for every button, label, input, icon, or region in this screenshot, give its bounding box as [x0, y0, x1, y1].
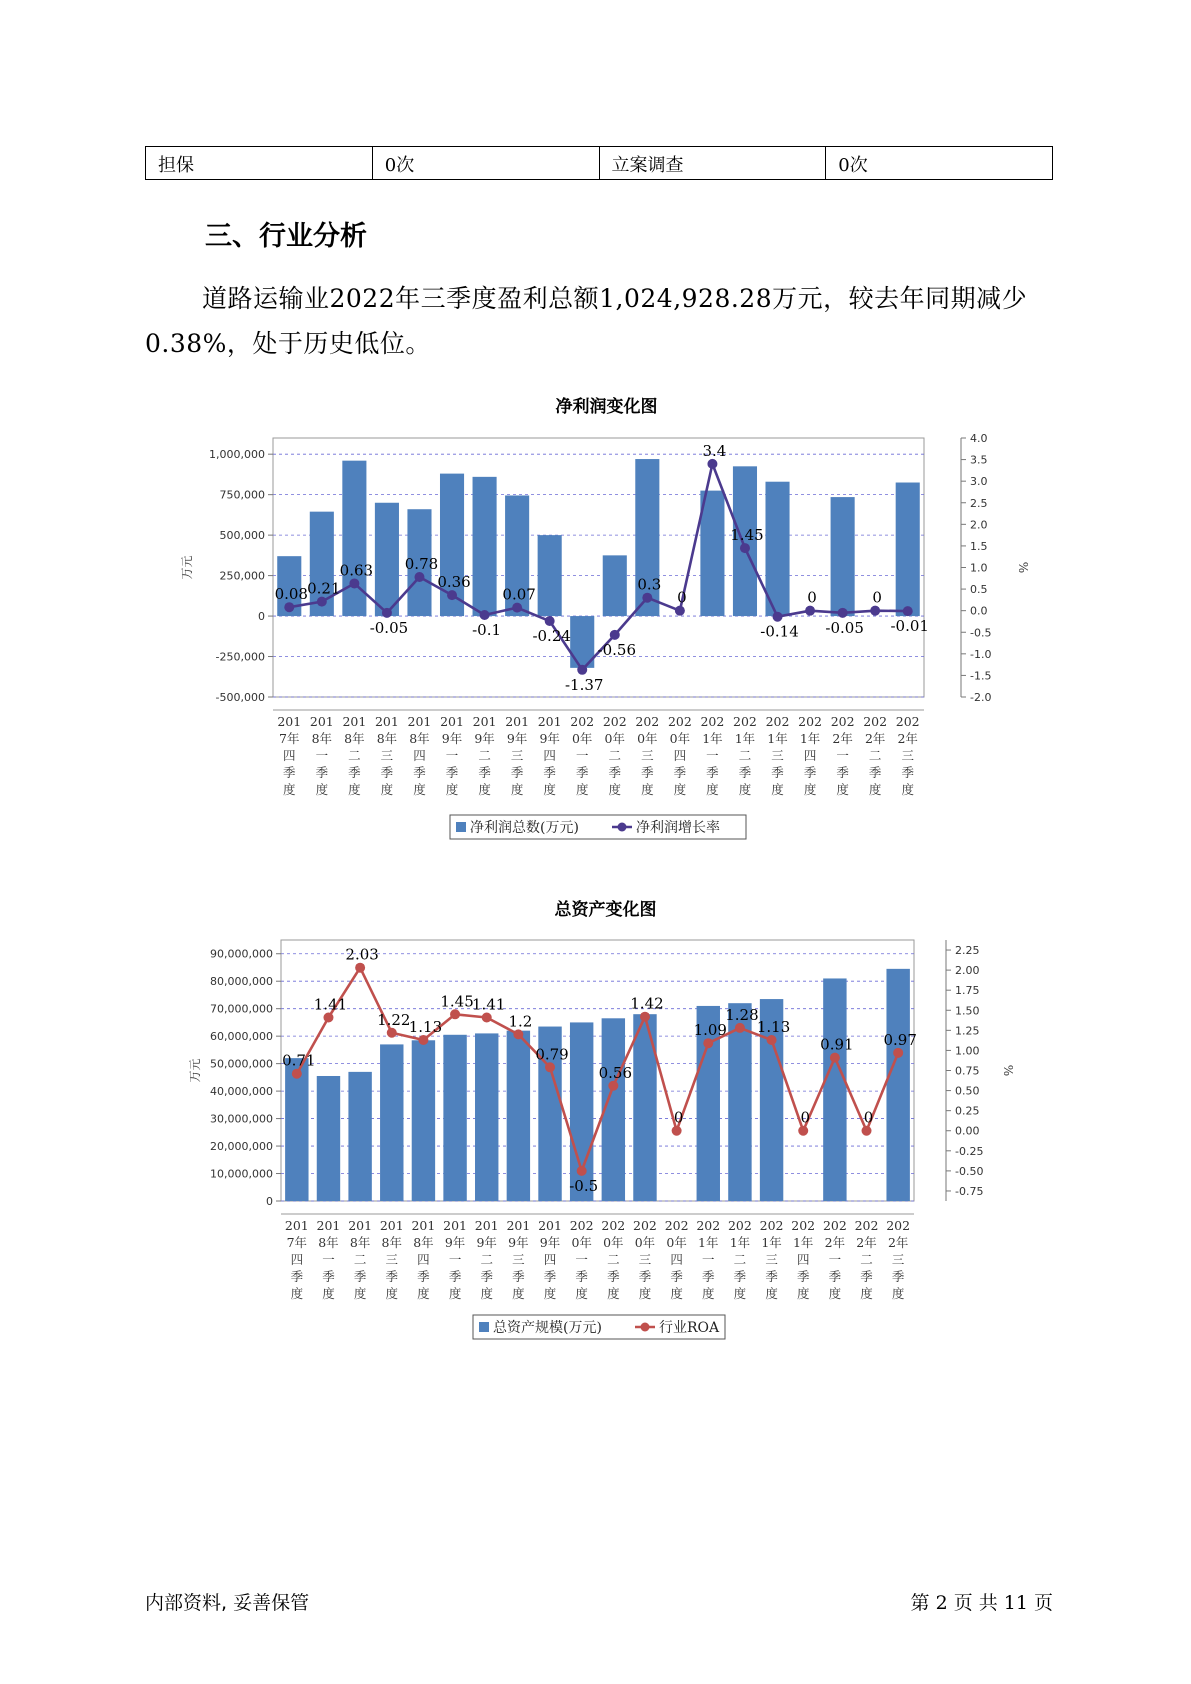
x-tick-label: 202 0年一季度 — [570, 714, 595, 797]
bar — [823, 978, 846, 1201]
line-point — [387, 1028, 397, 1038]
x-tick-label: 202 1年一季度 — [700, 714, 725, 797]
x-tick-label: 201 9年二季度 — [474, 1218, 499, 1301]
data-label: 0 — [807, 588, 817, 607]
data-label: 1.45 — [440, 992, 474, 1011]
data-label: 0.3 — [637, 575, 662, 594]
line-point — [447, 590, 457, 600]
data-label: -0.24 — [532, 627, 571, 646]
data-label: 0.97 — [883, 1030, 917, 1049]
data-label: 0 — [872, 588, 882, 607]
y2-tick-label: 0.0 — [970, 604, 988, 618]
x-tick-label: 201 9年二季度 — [472, 714, 497, 797]
bar — [538, 535, 562, 616]
bar — [317, 1076, 340, 1201]
x-tick-label: 201 8年三季度 — [379, 1218, 404, 1301]
x-tick-label: 202 1年二季度 — [733, 714, 757, 797]
x-tick-label: 202 0年三季度 — [633, 1218, 657, 1301]
x-tick-label: 201 9年一季度 — [440, 714, 464, 797]
y2-tick-label: -0.75 — [955, 1184, 984, 1198]
x-tick-label: 202 0年二季度 — [601, 1218, 626, 1301]
legend-bar-label: 净利润总数(万元) — [470, 820, 579, 836]
data-label: 1.22 — [377, 1010, 411, 1029]
line-point — [642, 593, 652, 603]
chart-title: 净利润变化图 — [555, 397, 658, 417]
data-label: -0.56 — [597, 640, 637, 659]
y-tick-label: 40,000,000 — [210, 1085, 273, 1099]
net-profit-chart — [0, 390, 1191, 850]
chart-title: 总资产变化图 — [554, 900, 657, 920]
y2-tick-label: 1.00 — [955, 1044, 980, 1058]
line-point — [482, 1012, 492, 1022]
line-point — [512, 603, 522, 613]
line-point — [450, 1009, 460, 1019]
data-label: 0 — [863, 1108, 874, 1127]
footer-note: 内部资料, 妥善保管 — [145, 1592, 310, 1614]
line-point — [767, 1035, 777, 1045]
x-tick-label: 202 2年三季度 — [895, 714, 920, 797]
y2-tick-label: 2.5 — [970, 496, 988, 510]
line-point — [323, 1012, 333, 1022]
y-tick-label: 0 — [258, 610, 265, 624]
data-label: -1.37 — [564, 675, 604, 694]
x-tick-label: 201 8年一季度 — [309, 714, 334, 797]
y2-tick-label: 0.00 — [955, 1124, 980, 1138]
bar — [896, 483, 920, 617]
data-label: 1.45 — [730, 526, 764, 545]
x-tick-label: 201 9年四季度 — [538, 1218, 562, 1301]
y2-tick-label: 3.5 — [970, 453, 988, 467]
bar — [285, 1058, 308, 1201]
y2-tick-label: -1.0 — [970, 647, 992, 661]
x-tick-label: 202 1年三季度 — [759, 1218, 784, 1301]
line-point — [577, 665, 587, 675]
data-label: 1.09 — [693, 1021, 727, 1040]
x-tick-label: 201 8年三季度 — [374, 714, 399, 797]
line-point — [292, 1069, 302, 1079]
x-tick-label: 201 8年四季度 — [411, 1218, 436, 1301]
y2-tick-label: 0.25 — [955, 1104, 980, 1118]
x-tick-label: 201 8年二季度 — [342, 714, 367, 797]
legend-line-label: 净利润增长率 — [636, 820, 720, 836]
line-point — [418, 1035, 428, 1045]
line-point — [577, 1166, 587, 1176]
bar — [348, 1072, 371, 1201]
line-point — [608, 1081, 618, 1091]
y-tick-label: 80,000,000 — [210, 975, 273, 989]
y2-axis-label: % — [1016, 561, 1030, 574]
line-point — [672, 1126, 682, 1136]
legend-bar-swatch — [456, 822, 466, 832]
data-label: 0.36 — [437, 573, 471, 592]
line-point — [838, 608, 848, 618]
legend-bar-label: 总资产规模(万元) — [493, 1320, 602, 1336]
data-label: 0 — [673, 1108, 684, 1127]
line-point — [893, 1048, 903, 1058]
data-label: 3.4 — [702, 441, 727, 460]
x-tick-label: 202 1年四季度 — [791, 1218, 816, 1301]
y2-tick-label: -0.25 — [955, 1144, 984, 1158]
y-tick-label: 0 — [266, 1195, 273, 1208]
y2-tick-label: 1.50 — [955, 1004, 980, 1018]
x-tick-label: 202 2年二季度 — [863, 714, 888, 797]
line-point — [640, 1012, 650, 1022]
total-assets-chart — [0, 890, 1191, 1350]
line-point — [707, 459, 717, 469]
x-tick-label: 202 0年四季度 — [664, 1218, 689, 1301]
x-tick-label: 202 0年二季度 — [602, 714, 627, 797]
table-cell: 0次 — [372, 147, 599, 180]
line-point — [862, 1126, 872, 1136]
x-tick-label: 202 1年二季度 — [727, 1218, 752, 1301]
y-tick-label: 1,000,000 — [209, 448, 265, 462]
bar — [886, 969, 909, 1201]
page-number: 第 2 页 共 11 页 — [910, 1592, 1053, 1614]
x-tick-label: 201 9年一季度 — [443, 1218, 468, 1301]
line-point — [610, 630, 620, 640]
data-label: -0.5 — [569, 1176, 599, 1195]
y-tick-label: 60,000,000 — [210, 1030, 273, 1044]
line-point — [355, 963, 365, 973]
y-tick-label: 750,000 — [219, 488, 265, 502]
line-point — [675, 606, 685, 616]
data-label: 0 — [800, 1108, 810, 1127]
line-point — [382, 608, 392, 618]
table-cell: 立案调查 — [599, 147, 826, 180]
y2-tick-label: 3.0 — [970, 475, 988, 489]
x-tick-label: 202 0年四季度 — [667, 714, 692, 797]
data-label: 0.07 — [502, 585, 536, 604]
y-tick-label: 20,000,000 — [210, 1140, 273, 1154]
y-tick-label: 90,000,000 — [210, 947, 273, 961]
data-label: 0.21 — [307, 579, 341, 598]
line-point — [480, 610, 490, 620]
line-point — [773, 612, 783, 622]
data-label: 2.03 — [345, 945, 379, 964]
x-tick-label: 202 1年一季度 — [696, 1218, 721, 1301]
line-point — [805, 606, 815, 616]
x-tick-label: 202 2年一季度 — [830, 714, 855, 797]
bar — [380, 1044, 403, 1201]
x-tick-label: 202 2年一季度 — [822, 1218, 847, 1301]
line-point — [703, 1038, 713, 1048]
table-cell: 0次 — [826, 147, 1053, 180]
line-point — [545, 1062, 555, 1072]
data-label: 1.2 — [508, 1012, 533, 1031]
y2-tick-label: 1.75 — [955, 984, 980, 998]
x-tick-label: 201 8年一季度 — [316, 1218, 341, 1301]
y2-tick-label: -2.0 — [970, 691, 992, 704]
y-axis-label: 万元 — [180, 555, 194, 580]
y-tick-label: -250,000 — [215, 650, 265, 664]
legend-bar-swatch — [479, 1322, 489, 1332]
line-point — [284, 602, 294, 612]
legend-line-label: 行业ROA — [659, 1320, 720, 1336]
y2-tick-label: -1.5 — [970, 669, 992, 683]
data-label: 0 — [677, 588, 687, 607]
bar — [443, 1035, 466, 1201]
y-axis-label: 万元 — [188, 1058, 202, 1083]
bar — [475, 1033, 498, 1201]
x-tick-label: 202 2年二季度 — [854, 1218, 879, 1301]
bar — [700, 491, 724, 616]
y2-axis-label: % — [1001, 1064, 1015, 1077]
y-tick-label: 500,000 — [219, 529, 265, 543]
x-tick-label: 201 9年三季度 — [505, 714, 530, 797]
x-tick-label: 202 1年三季度 — [765, 714, 790, 797]
x-tick-label: 201 7年四季度 — [284, 1218, 309, 1301]
bar — [831, 497, 855, 616]
data-label: -0.05 — [825, 618, 864, 637]
data-label: 0.91 — [820, 1035, 854, 1054]
data-label: 0.56 — [598, 1063, 633, 1082]
data-label: 1.41 — [313, 995, 348, 1014]
x-tick-label: 201 9年三季度 — [506, 1218, 531, 1301]
plot-area — [281, 940, 917, 1201]
y-tick-label: 30,000,000 — [210, 1112, 273, 1126]
bar — [603, 555, 627, 616]
y-tick-label: 10,000,000 — [210, 1167, 273, 1181]
bar — [473, 477, 497, 616]
table-cell: 担保 — [146, 147, 373, 180]
data-label: 0.63 — [339, 561, 374, 580]
data-label: 0.71 — [282, 1051, 316, 1070]
body-paragraph: 道路运输业2022年三季度盈利总额1,024,928.28万元，较去年同期减少0.38%，处于历史低位。 — [145, 284, 1028, 358]
y2-tick-label: 2.00 — [955, 964, 980, 978]
y2-tick-label: 2.0 — [970, 518, 988, 532]
x-tick-label: 201 9年四季度 — [537, 714, 562, 797]
data-label: 1.28 — [725, 1005, 759, 1024]
x-tick-label: 202 0年一季度 — [569, 1218, 594, 1301]
data-label: 0.08 — [274, 585, 308, 604]
table-row — [146, 147, 1053, 180]
y-tick-label: 70,000,000 — [210, 1002, 273, 1016]
y2-tick-label: 0.75 — [955, 1064, 980, 1078]
line-point — [513, 1029, 523, 1039]
line-point — [735, 1023, 745, 1033]
bar — [412, 1040, 435, 1201]
y2-tick-label: 0.50 — [955, 1084, 980, 1098]
info-table — [145, 146, 1053, 180]
x-tick-label: 201 8年四季度 — [407, 714, 432, 797]
y2-tick-label: 1.0 — [970, 561, 988, 575]
line-point — [798, 1126, 808, 1136]
y2-tick-label: 1.5 — [970, 539, 988, 553]
line-point — [317, 597, 327, 607]
y2-tick-label: 0.5 — [970, 583, 988, 597]
x-tick-label: 202 2年三季度 — [886, 1218, 911, 1301]
y2-tick-label: -0.50 — [955, 1164, 984, 1178]
y-tick-label: 50,000,000 — [210, 1057, 273, 1071]
data-label: 1.41 — [472, 995, 506, 1014]
bar — [375, 503, 399, 616]
legend-line-marker — [618, 823, 627, 832]
line-point — [870, 606, 880, 616]
line-point — [830, 1053, 840, 1063]
line-point — [903, 606, 913, 616]
x-tick-label: 201 7年四季度 — [277, 714, 302, 797]
line-point — [349, 578, 359, 588]
section-title: 三、行业分析 — [205, 221, 367, 252]
line-point — [414, 572, 424, 582]
y2-tick-label: -0.5 — [970, 626, 992, 640]
data-label: 0.79 — [535, 1045, 569, 1064]
data-label: 1.13 — [408, 1017, 443, 1036]
legend-line-marker — [641, 1323, 650, 1332]
x-tick-label: 201 8年二季度 — [348, 1218, 373, 1301]
bar — [507, 1031, 530, 1201]
data-label: -0.01 — [890, 617, 929, 636]
y-tick-label: -500,000 — [215, 691, 265, 704]
y2-tick-label: 2.25 — [955, 944, 980, 958]
x-tick-label: 202 1年四季度 — [798, 714, 823, 797]
data-label: 1.13 — [756, 1017, 791, 1036]
x-tick-label: 202 0年三季度 — [635, 714, 660, 797]
data-label: -0.05 — [369, 618, 409, 637]
y2-tick-label: 4.0 — [970, 432, 988, 445]
line-point — [545, 616, 555, 626]
y-tick-label: 250,000 — [219, 569, 265, 583]
data-label: 1.42 — [630, 994, 664, 1013]
data-label: -0.14 — [760, 622, 799, 641]
y2-tick-label: 1.25 — [955, 1024, 980, 1038]
line-point — [740, 543, 750, 553]
data-label: -0.1 — [472, 620, 502, 639]
data-label: 0.78 — [404, 554, 439, 573]
